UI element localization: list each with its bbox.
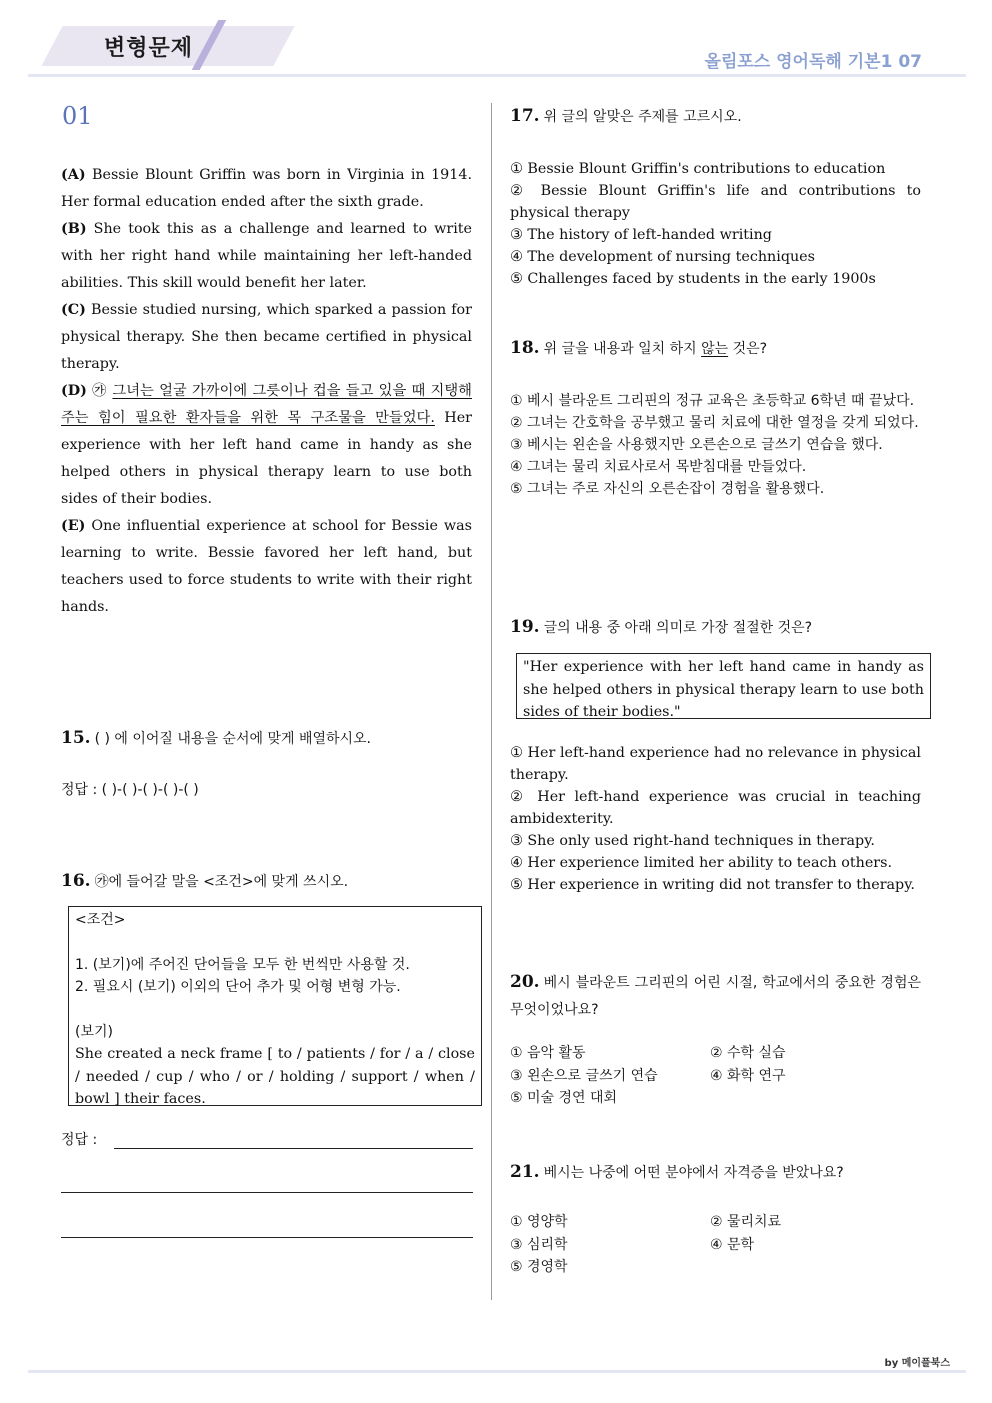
paragraph-d [61,378,472,513]
option-5[interactable]: ⑤ 경영학 [510,1259,568,1275]
quote-text: "Her experience with her left hand came in handy as she helped others in physical therapy learn to use both sides of their bodies." [523,659,924,720]
question-18 [510,338,767,358]
option-3[interactable]: ③ 심리학 [510,1236,568,1253]
option-5[interactable]: ⑤ 미술 경연 대회 [510,1090,618,1106]
paragraph-b-tag: (B) [61,221,87,237]
question-17-number: 17. [510,106,540,126]
paragraph-c [61,297,472,378]
option-4[interactable]: ④ 그녀는 물리 치료사로서 목받침대를 만들었다. [510,459,807,475]
paragraph-e [61,513,472,621]
question-16-answer-label: 정답 : [61,1132,98,1148]
question-15-text: ( ) 에 이어질 내용을 순서에 맞게 배열하시오. [94,731,372,747]
question-17-options [510,158,921,290]
option-3[interactable]: ③ The history of left-handed writing [510,227,772,243]
paragraph-e-text: One influential experience at school for Bessie was learning to write. Bessie favored her left hand, but teachers used to force students to write with their right hands. [61,518,472,615]
footer-credit: by 메이플북스 [884,1358,950,1369]
question-15-answer: 정답 : ( )-( )-( )-( )-( ) [61,782,199,798]
question-20-text: 베시 블라운트 그리핀의 어린 시절, 학교에서의 중요한 경험은 무엇이었나요? [510,975,921,1018]
book-title: 올림포스 영어독해 기본1 07 [704,52,922,72]
option-5[interactable]: ⑤ 그녀는 주로 자신의 오른손잡이 경험을 활용했다. [510,481,825,497]
option-4[interactable]: ④ 문학 [710,1236,755,1253]
paragraph-c-text: Bessie studied nursing, which sparked a passion for physical therapy. She then became certified in physical therapy. [61,302,472,372]
footer-divider [28,1370,966,1373]
paragraph-a [61,162,472,216]
paragraph-b [61,216,472,297]
question-21-text: 베시는 나중에 어떤 분야에서 자격증을 받았나요? [543,1165,844,1181]
question-21 [510,1162,844,1182]
answer-line-2[interactable] [61,1192,473,1193]
condition-2: 2. 필요시 (보기) 이외의 단어 추가 및 어형 변형 가능. [75,979,401,995]
question-18-text-pre: 위 글을 내용과 일치 하지 [543,341,702,357]
paragraph-c-tag: (C) [61,302,86,318]
question-21-number: 21. [510,1162,540,1182]
option-3[interactable]: ③ 베시는 왼손을 사용했지만 오른손으로 글쓰기 연습을 했다. [510,437,883,453]
option-4[interactable]: ④ Her experience limited her ability to teach others. [510,855,893,871]
bogi-text: She created a neck frame [ to / patients / for / a / close / needed / cup / who / or / holding / support / when / bowl ] their faces. [75,1046,475,1107]
underlined-korean-sentence: 그녀는 얼굴 가까이에 그릇이나 컵을 들고 있을 때 지탱해 주는 힘이 필요한 환자들을 위한 목 구조물을 만들었다. [61,383,472,426]
option-3[interactable]: ③ She only used right-hand techniques in therapy. [510,833,875,849]
option-3[interactable]: ③ 왼손으로 글쓰기 연습 [510,1067,658,1084]
answer-line-3[interactable] [61,1237,473,1238]
option-5[interactable]: ⑤ Challenges faced by students in the early 1900s [510,271,876,287]
question-19-options [510,742,921,896]
option-1[interactable]: ① Bessie Blount Griffin's contributions to education [510,161,886,177]
quote-box [516,653,931,719]
question-16-number: 16. [61,871,91,891]
paragraph-d-tag: (D) [61,383,87,399]
paragraph-a-tag: (A) [61,167,86,183]
question-19-number: 19. [510,617,540,637]
paragraph-d-text: Her experience with her left hand came in handy as she helped others in physical therapy learn to use both sides of their bodies. [61,410,472,507]
question-19 [510,617,812,637]
header-tab-title: 변형문제 [104,36,194,61]
condition-1: 1. (보기)에 주어진 단어들을 모두 한 번씩만 사용할 것. [75,956,410,973]
condition-box [68,906,482,1106]
question-18-number: 18. [510,338,540,358]
option-1[interactable]: ① Her left-hand experience had no relevance in physical therapy. [510,745,921,783]
condition-title: <조건> [75,912,126,928]
question-15 [61,728,371,748]
option-4[interactable]: ④ 화학 연구 [710,1067,786,1084]
question-16-text: ㉮에 들어갈 말을 <조건>에 맞게 쓰시오. [94,874,349,890]
option-1[interactable]: ① 영양학 [510,1214,568,1230]
question-18-text-post: 것은? [728,341,768,357]
header-divider [28,74,966,77]
option-4[interactable]: ④ The development of nursing techniques [510,249,815,265]
passage-number: 01 [62,102,93,130]
blank-marker: ㉮ [86,383,113,399]
question-17 [510,106,742,126]
option-1[interactable]: ① 음악 활동 [510,1045,586,1061]
option-2[interactable]: ② 수학 실습 [710,1045,786,1061]
paragraph-e-tag: (E) [61,518,86,534]
question-20 [510,969,921,1024]
paragraph-b-text: She took this as a challenge and learned to write with her right hand while maintaining her left-handed abilities. This skill would benefit her later. [61,221,472,291]
question-19-text: 글의 내용 중 아래 의미로 가장 절절한 것은? [543,620,813,636]
column-divider [491,103,492,1300]
option-2[interactable]: ② 물리치료 [710,1214,782,1230]
answer-line-1[interactable] [114,1148,473,1149]
question-20-number: 20. [510,972,540,992]
question-17-text: 위 글의 알맞은 주제를 고르시오. [543,109,742,125]
passage [61,162,472,621]
paragraph-a-text: Bessie Blount Griffin was born in Virginia in 1914. Her formal education ended after the sixth grade. [61,167,472,210]
option-5[interactable]: ⑤ Her experience in writing did not transfer to therapy. [510,877,915,893]
option-2[interactable]: ② Her left-hand experience was crucial in teaching ambidexterity. [510,789,921,827]
question-20-options [510,1042,910,1110]
question-18-options [510,390,921,500]
question-16 [61,871,348,891]
question-15-number: 15. [61,728,91,748]
option-2[interactable]: ② Bessie Blount Griffin's life and contributions to physical therapy [510,183,921,221]
option-2[interactable]: ② 그녀는 간호학을 공부했고 물리 치료에 대한 열정을 갖게 되었다. [510,415,919,431]
question-21-options [510,1211,910,1279]
question-18-text-underlined: 않는 [701,341,729,357]
bogi-label: (보기) [75,1023,113,1040]
option-1[interactable]: ① 베시 블라운트 그리핀의 정규 교육은 초등학교 6학년 때 끝났다. [510,393,915,409]
